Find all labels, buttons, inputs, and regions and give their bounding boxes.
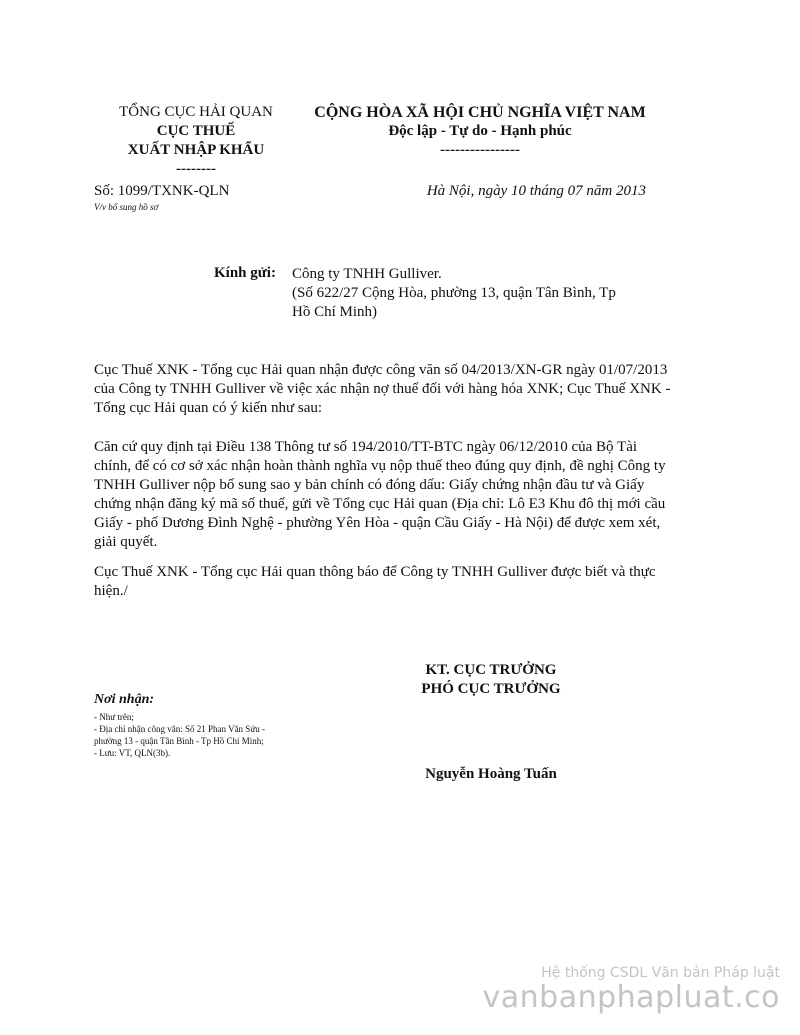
body-line: Căn cứ quy định tại Điều 138 Thông tư số 194/2010/TT-BTC ngày 06/12/2010 của Bộ Tài bbox=[94, 439, 638, 455]
body-line: của Công ty TNHH Gulliver về việc xác nhận nợ thuế đối với hàng hóa XNK; Cục Thuế XNK - bbox=[94, 381, 671, 397]
recipient-label: Kính gửi: bbox=[214, 265, 276, 281]
body-line: Cục Thuế XNK - Tổng cục Hải quan nhận được công văn số 04/2013/XN-GR ngày 01/07/2013 bbox=[94, 362, 668, 378]
place-date: Hà Nội, ngày 10 tháng 07 năm 2013 bbox=[426, 183, 646, 199]
recipients-list bbox=[94, 711, 265, 759]
body-line: Giấy - phố Dương Đình Nghệ - phường Yên Hòa - quận Cầu Giấy - Hà Nội) để được xem xét, bbox=[94, 515, 661, 531]
agency-name-line2: XUẤT NHẬP KHẨU bbox=[127, 142, 265, 158]
national-title: CỘNG HÒA XÃ HỘI CHỦ NGHĨA VIỆT NAM bbox=[314, 104, 646, 121]
recipient-line: Hồ Chí Minh) bbox=[292, 304, 378, 320]
watermark-caption: Hệ thống CSDL Văn bản Pháp luật bbox=[541, 965, 780, 981]
body-line: chính, để có cơ sở xác nhận hoàn thành nghĩa vụ nộp thuế theo đúng quy định, đề nghị Công ty bbox=[94, 458, 666, 474]
document-subject: V/v bổ sung hồ sơ bbox=[94, 202, 159, 212]
body-line: hiện./ bbox=[94, 583, 128, 599]
recipient-line: (Số 622/27 Cộng Hòa, phường 13, quận Tân Bình, Tp bbox=[292, 285, 616, 301]
body-line: chứng nhận đăng ký mã số thuế, gửi về Tổng cục Hải quan (Địa chỉ: Lô E3 Khu đô thị mới cầu bbox=[94, 496, 666, 512]
body-paragraph-2 bbox=[94, 438, 714, 552]
signature-title: KT. CỤC TRƯỞNG bbox=[425, 662, 557, 678]
recipients-list-item: phường 13 - quận Tân Bình - Tp Hồ Chí Minh; bbox=[94, 736, 264, 746]
national-motto: Độc lập - Tự do - Hạnh phúc bbox=[388, 123, 572, 139]
recipients-list-item: - Lưu: VT, QLN(3b). bbox=[94, 748, 171, 758]
body-line: Tổng cục Hải quan có ý kiến như sau: bbox=[94, 400, 323, 416]
recipients-list-item: - Như trên; bbox=[94, 712, 134, 722]
signature-title-block bbox=[380, 661, 602, 699]
body-line: Cục Thuế XNK - Tổng cục Hải quan thông báo để Công ty TNHH Gulliver được biết và thực bbox=[94, 564, 656, 580]
issuing-agency-block bbox=[96, 103, 296, 179]
recipient-address bbox=[292, 265, 642, 322]
body-line: giải quyết. bbox=[94, 534, 158, 550]
national-title-block bbox=[300, 103, 660, 160]
agency-name: CỤC THUẾ bbox=[156, 123, 236, 139]
signer-name: Nguyễn Hoàng Tuấn bbox=[425, 766, 557, 782]
agency-divider: -------- bbox=[176, 161, 216, 177]
watermark-domain: vanbanphapluat.co bbox=[482, 980, 780, 1015]
recipients-list-item: - Địa chỉ nhận công văn: Số 21 Phan Văn Sửu - bbox=[94, 724, 265, 734]
body-paragraph-1 bbox=[94, 361, 714, 418]
recipients-list-label: Nơi nhận: bbox=[94, 692, 155, 707]
signature-subtitle: PHÓ CỤC TRƯỞNG bbox=[421, 681, 561, 697]
body-paragraph-3 bbox=[94, 563, 714, 601]
recipient-line: Công ty TNHH Gulliver. bbox=[292, 266, 442, 282]
motto-divider: ---------------- bbox=[440, 142, 520, 158]
document-number: Số: 1099/TXNK-QLN bbox=[94, 183, 230, 199]
agency-parent: TỔNG CỤC HẢI QUAN bbox=[119, 104, 273, 120]
body-line: TNHH Gulliver nộp bổ sung sao y bản chính có đóng dấu: Giấy chứng nhận đầu tư và Giấy bbox=[94, 477, 645, 493]
